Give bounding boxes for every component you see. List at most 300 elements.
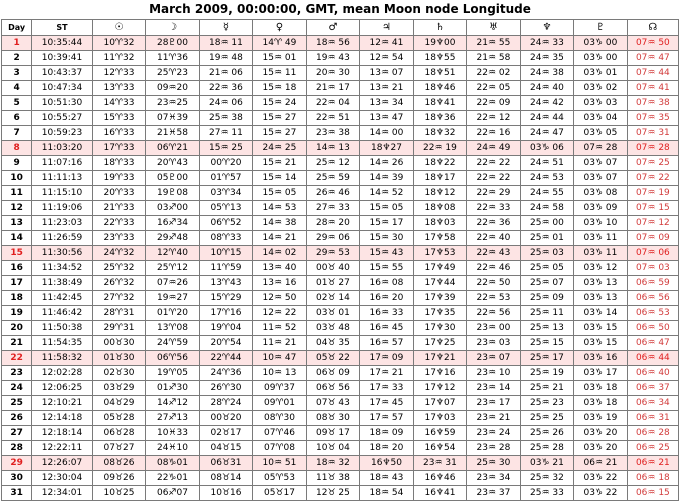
cell-pluto: 03♑ 22 [574, 471, 628, 486]
cell-day: 4 [2, 81, 32, 96]
cell-mercury: 05♈13 [199, 201, 253, 216]
cell-neptune: 24♒ 53 [520, 171, 574, 186]
cell-mars: 23♒ 38 [306, 126, 360, 141]
cell-mercury: 02♉17 [199, 426, 253, 441]
cell-mars: 12♉ 25 [306, 486, 360, 501]
table-row [2, 96, 679, 111]
cell-venus: 07♈46 [253, 426, 307, 441]
cell-neptune: 24♒ 40 [520, 81, 574, 96]
cell-jupiter: 14♒ 52 [360, 186, 414, 201]
cell-uranus: 22♒ 40 [467, 231, 521, 246]
cell-uranus: 22♒ 02 [467, 66, 521, 81]
cell-sun: 16♈33 [92, 126, 146, 141]
moon-icon: ☽ [146, 20, 200, 36]
cell-st: 11:46:42 [32, 306, 92, 321]
cell-day: 26 [2, 411, 32, 426]
cell-pluto: 03♑ 20 [574, 426, 628, 441]
cell-moon: 16♐34 [146, 216, 200, 231]
uranus-icon: ♅ [467, 20, 521, 36]
cell-moon: 27♐13 [146, 411, 200, 426]
table-row [2, 291, 679, 306]
cell-saturn: 17♆21 [413, 351, 467, 366]
cell-st: 12:14:18 [32, 411, 92, 426]
table-row [2, 456, 679, 471]
cell-neptune: 24♒ 44 [520, 111, 574, 126]
cell-mars: 27♒ 33 [306, 201, 360, 216]
cell-neptune: 03♑ 21 [520, 456, 574, 471]
cell-sun: 09♉26 [92, 471, 146, 486]
cell-jupiter: 18♒ 09 [360, 426, 414, 441]
cell-mercury: 25♒ 38 [199, 111, 253, 126]
cell-neptune: 25♒ 33 [520, 486, 574, 501]
cell-node: 06♒ 34 [627, 396, 678, 411]
node-icon: ☊ [627, 20, 678, 36]
cell-mars: 29♒ 06 [306, 231, 360, 246]
page-title: March 2009, 00:00:00, GMT, mean Moon node Longitude [149, 2, 531, 16]
cell-moon: 01♈20 [146, 306, 200, 321]
cell-sun: 25♈32 [92, 261, 146, 276]
cell-neptune: 25♒ 25 [520, 411, 574, 426]
cell-uranus: 23♒ 17 [467, 396, 521, 411]
cell-saturn: 16♆54 [413, 441, 467, 456]
cell-st: 12:30:04 [32, 471, 92, 486]
cell-mars: 06♉ 09 [306, 366, 360, 381]
cell-pluto: 03♑ 08 [574, 186, 628, 201]
saturn-icon: ♄ [413, 20, 467, 36]
cell-day: 9 [2, 156, 32, 171]
column-header-st: ST [32, 20, 92, 36]
cell-node: 07♒ 22 [627, 171, 678, 186]
cell-venus: 10♒ 47 [253, 351, 307, 366]
cell-neptune: 25♒ 21 [520, 381, 574, 396]
cell-day: 29 [2, 456, 32, 471]
cell-pluto: 03♑ 10 [574, 216, 628, 231]
cell-moon: 11♈36 [146, 51, 200, 66]
cell-moon: 13♈08 [146, 321, 200, 336]
cell-saturn: 17♆30 [413, 321, 467, 336]
cell-mars: 25♒ 12 [306, 156, 360, 171]
cell-venus: 15♒ 21 [253, 156, 307, 171]
cell-mercury: 27♒ 11 [199, 126, 253, 141]
cell-uranus: 22♒ 16 [467, 126, 521, 141]
cell-saturn: 18♆46 [413, 81, 467, 96]
cell-st: 11:03:20 [32, 141, 92, 156]
cell-mercury: 08♉14 [199, 471, 253, 486]
cell-pluto: 03♑ 05 [574, 126, 628, 141]
cell-uranus: 24♒ 49 [467, 141, 521, 156]
cell-neptune: 25♒ 19 [520, 366, 574, 381]
cell-sun: 27♈32 [92, 291, 146, 306]
cell-neptune: 25♒ 01 [520, 231, 574, 246]
cell-jupiter: 17♒ 33 [360, 381, 414, 396]
cell-pluto: 03♑ 19 [574, 411, 628, 426]
cell-pluto: 03♑ 15 [574, 321, 628, 336]
cell-day: 1 [2, 36, 32, 51]
cell-venus: 11♒ 21 [253, 336, 307, 351]
cell-uranus: 22♒ 12 [467, 111, 521, 126]
cell-node: 07♒ 09 [627, 231, 678, 246]
cell-pluto: 03♑ 07 [574, 171, 628, 186]
cell-sun: 20♈33 [92, 186, 146, 201]
cell-jupiter: 15♒ 43 [360, 246, 414, 261]
cell-neptune: 25♒ 28 [520, 441, 574, 456]
cell-saturn: 17♆58 [413, 231, 467, 246]
cell-pluto: 03♑ 18 [574, 396, 628, 411]
cell-moon: 19♒27 [146, 291, 200, 306]
cell-node: 06♒ 18 [627, 471, 678, 486]
cell-jupiter: 14♒ 39 [360, 171, 414, 186]
table-header-row [2, 20, 679, 36]
cell-venus: 09♈01 [253, 396, 307, 411]
cell-neptune: 24♒ 35 [520, 51, 574, 66]
cell-sun: 13♈33 [92, 81, 146, 96]
cell-st: 11:30:56 [32, 246, 92, 261]
cell-moon: 28♇00 [146, 36, 200, 51]
cell-pluto: 03♑ 20 [574, 441, 628, 456]
cell-jupiter: 13♒ 07 [360, 66, 414, 81]
cell-venus: 09♈37 [253, 381, 307, 396]
cell-node: 07♒ 35 [627, 111, 678, 126]
cell-node: 06♒ 15 [627, 486, 678, 501]
cell-mars: 20♒ 30 [306, 66, 360, 81]
cell-st: 10:47:34 [32, 81, 92, 96]
cell-mercury: 19♈04 [199, 321, 253, 336]
cell-saturn: 18♆32 [413, 126, 467, 141]
cell-jupiter: 17♒ 09 [360, 351, 414, 366]
cell-mars: 18♒ 32 [306, 456, 360, 471]
cell-pluto: 03♑ 09 [574, 201, 628, 216]
cell-mercury: 00♈20 [199, 156, 253, 171]
cell-venus: 13♒ 40 [253, 261, 307, 276]
cell-sun: 14♈33 [92, 96, 146, 111]
cell-st: 11:34:52 [32, 261, 92, 276]
cell-jupiter: 18♒ 20 [360, 441, 414, 456]
cell-saturn: 17♆25 [413, 336, 467, 351]
cell-neptune: 25♒ 15 [520, 336, 574, 351]
cell-day: 19 [2, 306, 32, 321]
cell-uranus: 22♒ 05 [467, 81, 521, 96]
cell-node: 06♒ 21 [627, 456, 678, 471]
cell-mercury: 21♒ 06 [199, 66, 253, 81]
cell-node: 07♒ 28 [627, 141, 678, 156]
cell-moon: 08♑01 [146, 456, 200, 471]
cell-node: 07♒ 19 [627, 186, 678, 201]
cell-node: 07♒ 31 [627, 126, 678, 141]
table-row [2, 216, 679, 231]
cell-saturn: 19♆00 [413, 36, 467, 51]
cell-pluto: 07♒ 28 [574, 141, 628, 156]
cell-saturn: 17♆44 [413, 276, 467, 291]
cell-sun: 17♈33 [92, 141, 146, 156]
cell-pluto: 03♑ 11 [574, 246, 628, 261]
cell-day: 17 [2, 276, 32, 291]
table-row [2, 321, 679, 336]
cell-day: 13 [2, 216, 32, 231]
cell-neptune: 03♑ 06 [520, 141, 574, 156]
cell-sun: 06♉28 [92, 426, 146, 441]
cell-mercury: 22♈44 [199, 351, 253, 366]
cell-sun: 08♉26 [92, 456, 146, 471]
cell-mars: 28♒ 20 [306, 216, 360, 231]
cell-uranus: 22♒ 56 [467, 306, 521, 321]
table-row [2, 396, 679, 411]
cell-pluto: 03♑ 13 [574, 291, 628, 306]
cell-jupiter: 16♒ 57 [360, 336, 414, 351]
cell-uranus: 23♒ 00 [467, 321, 521, 336]
table-row [2, 141, 679, 156]
cell-venus: 14♒ 02 [253, 246, 307, 261]
mercury-icon: ☿ [199, 20, 253, 36]
cell-pluto: 03♑ 02 [574, 81, 628, 96]
cell-moon: 07♓39 [146, 111, 200, 126]
cell-uranus: 23♒ 10 [467, 366, 521, 381]
cell-st: 11:07:16 [32, 156, 92, 171]
cell-pluto: 03♑ 00 [574, 51, 628, 66]
cell-saturn: 23♒ 31 [413, 456, 467, 471]
cell-venus: 15♒ 27 [253, 126, 307, 141]
cell-sun: 21♈33 [92, 201, 146, 216]
cell-moon: 25♈12 [146, 261, 200, 276]
cell-node: 07♒ 44 [627, 66, 678, 81]
cell-uranus: 22♒ 33 [467, 201, 521, 216]
cell-sun: 15♈33 [92, 111, 146, 126]
cell-sun: 18♈33 [92, 156, 146, 171]
cell-pluto: 03♑ 13 [574, 276, 628, 291]
table-row [2, 411, 679, 426]
cell-neptune: 24♒ 51 [520, 156, 574, 171]
table-row [2, 81, 679, 96]
cell-st: 11:15:10 [32, 186, 92, 201]
cell-saturn: 17♆35 [413, 306, 467, 321]
cell-venus: 10♒ 13 [253, 366, 307, 381]
cell-jupiter: 13♒ 34 [360, 96, 414, 111]
cell-uranus: 22♒ 50 [467, 276, 521, 291]
cell-moon: 14♐12 [146, 396, 200, 411]
cell-neptune: 25♒ 05 [520, 261, 574, 276]
ephemeris-table [1, 19, 679, 501]
cell-jupiter: 14♒ 26 [360, 156, 414, 171]
cell-neptune: 24♒ 33 [520, 36, 574, 51]
cell-venus: 15♒ 14 [253, 171, 307, 186]
cell-neptune: 24♒ 42 [520, 96, 574, 111]
cell-mercury: 11♈59 [199, 261, 253, 276]
cell-moon: 19♇08 [146, 186, 200, 201]
cell-uranus: 23♒ 24 [467, 426, 521, 441]
table-row [2, 306, 679, 321]
cell-day: 24 [2, 381, 32, 396]
table-row [2, 36, 679, 51]
cell-jupiter: 14♒ 00 [360, 126, 414, 141]
table-row [2, 336, 679, 351]
cell-mars: 05♉ 22 [306, 351, 360, 366]
cell-uranus: 22♒ 29 [467, 186, 521, 201]
cell-mercury: 22♒ 36 [199, 81, 253, 96]
cell-venus: 08♈30 [253, 411, 307, 426]
cell-st: 12:10:21 [32, 396, 92, 411]
cell-st: 12:22:11 [32, 441, 92, 456]
table-row [2, 381, 679, 396]
cell-st: 11:11:13 [32, 171, 92, 186]
cell-mercury: 26♈30 [199, 381, 253, 396]
cell-st: 12:06:25 [32, 381, 92, 396]
cell-moon: 24♈59 [146, 336, 200, 351]
cell-venus: 15♒ 11 [253, 66, 307, 81]
cell-node: 06♒ 59 [627, 276, 678, 291]
cell-sun: 26♈32 [92, 276, 146, 291]
table-row [2, 261, 679, 276]
cell-moon: 07♒26 [146, 276, 200, 291]
cell-jupiter: 16♒ 20 [360, 291, 414, 306]
cell-mercury: 19♒ 48 [199, 51, 253, 66]
cell-uranus: 23♒ 03 [467, 336, 521, 351]
cell-day: 15 [2, 246, 32, 261]
cell-sun: 19♈33 [92, 171, 146, 186]
cell-venus: 14♈ 49 [253, 36, 307, 51]
cell-venus: 11♒ 52 [253, 321, 307, 336]
cell-neptune: 25♒ 32 [520, 471, 574, 486]
cell-st: 10:55:27 [32, 111, 92, 126]
cell-node: 07♒ 50 [627, 36, 678, 51]
cell-saturn: 18♆03 [413, 216, 467, 231]
cell-uranus: 22♒ 22 [467, 156, 521, 171]
cell-mars: 02♉ 14 [306, 291, 360, 306]
cell-day: 11 [2, 186, 32, 201]
cell-st: 11:26:59 [32, 231, 92, 246]
pluto-icon: ♇ [574, 20, 628, 36]
cell-moon: 06♈56 [146, 351, 200, 366]
cell-node: 06♒ 31 [627, 411, 678, 426]
cell-day: 8 [2, 141, 32, 156]
cell-moon: 25♈23 [146, 66, 200, 81]
cell-st: 10:39:41 [32, 51, 92, 66]
cell-uranus: 21♒ 58 [467, 51, 521, 66]
cell-saturn: 16♆41 [413, 486, 467, 501]
cell-moon: 20♈43 [146, 156, 200, 171]
table-row [2, 66, 679, 81]
cell-st: 10:43:37 [32, 66, 92, 81]
cell-moon: 03♐00 [146, 201, 200, 216]
cell-node: 07♒ 12 [627, 216, 678, 231]
cell-mars: 07♉ 43 [306, 396, 360, 411]
cell-mars: 21♒ 17 [306, 81, 360, 96]
cell-mars: 19♒ 43 [306, 51, 360, 66]
cell-pluto: 03♑ 00 [574, 36, 628, 51]
cell-sun: 01♉30 [92, 351, 146, 366]
cell-mars: 08♉ 30 [306, 411, 360, 426]
cell-venus: 15♒ 01 [253, 51, 307, 66]
cell-mars: 14♒ 13 [306, 141, 360, 156]
cell-saturn: 17♆12 [413, 381, 467, 396]
cell-venus: 12♒ 50 [253, 291, 307, 306]
cell-sun: 23♈33 [92, 231, 146, 246]
table-row [2, 201, 679, 216]
cell-uranus: 22♒ 36 [467, 216, 521, 231]
cell-jupiter: 17♒ 57 [360, 411, 414, 426]
cell-st: 11:58:32 [32, 351, 92, 366]
cell-st: 10:51:30 [32, 96, 92, 111]
table-row [2, 171, 679, 186]
cell-neptune: 25♒ 23 [520, 396, 574, 411]
table-row [2, 441, 679, 456]
cell-mercury: 10♈15 [199, 246, 253, 261]
cell-jupiter: 16♒ 33 [360, 306, 414, 321]
cell-moon: 06♈21 [146, 141, 200, 156]
cell-pluto: 06♒ 21 [574, 456, 628, 471]
cell-mercury: 03♈34 [199, 186, 253, 201]
cell-mercury: 15♒ 25 [199, 141, 253, 156]
cell-neptune: 24♒ 58 [520, 201, 574, 216]
cell-sun: 10♈32 [92, 36, 146, 51]
cell-sun: 24♈32 [92, 246, 146, 261]
cell-mars: 04♉ 35 [306, 336, 360, 351]
cell-sun: 29♈31 [92, 321, 146, 336]
cell-day: 3 [2, 66, 32, 81]
cell-saturn: 17♆39 [413, 291, 467, 306]
cell-day: 7 [2, 126, 32, 141]
cell-pluto: 03♑ 11 [574, 231, 628, 246]
cell-day: 10 [2, 171, 32, 186]
cell-saturn: 17♆07 [413, 396, 467, 411]
cell-node: 06♒ 56 [627, 291, 678, 306]
cell-venus: 10♒ 51 [253, 456, 307, 471]
cell-st: 11:23:03 [32, 216, 92, 231]
cell-mars: 06♉ 56 [306, 381, 360, 396]
cell-day: 16 [2, 261, 32, 276]
cell-day: 25 [2, 396, 32, 411]
cell-neptune: 25♒ 03 [520, 246, 574, 261]
cell-venus: 12♒ 22 [253, 306, 307, 321]
cell-jupiter: 16♆50 [360, 456, 414, 471]
cell-uranus: 22♒ 43 [467, 246, 521, 261]
cell-mars: 03♉ 01 [306, 306, 360, 321]
cell-moon: 12♈40 [146, 246, 200, 261]
cell-jupiter: 16♒ 45 [360, 321, 414, 336]
cell-st: 11:54:35 [32, 336, 92, 351]
cell-mercury: 13♈43 [199, 276, 253, 291]
cell-node: 06♒ 44 [627, 351, 678, 366]
cell-mars: 03♉ 48 [306, 321, 360, 336]
cell-st: 12:02:28 [32, 366, 92, 381]
cell-sun: 04♉29 [92, 396, 146, 411]
cell-moon: 24♓10 [146, 441, 200, 456]
cell-mercury: 18♒ 11 [199, 36, 253, 51]
cell-jupiter: 15♒ 05 [360, 201, 414, 216]
cell-saturn: 18♆41 [413, 96, 467, 111]
cell-mercury: 20♈54 [199, 336, 253, 351]
cell-mercury: 00♉20 [199, 411, 253, 426]
cell-node: 06♒ 25 [627, 441, 678, 456]
column-header-day: Day [2, 20, 32, 36]
cell-uranus: 25♒ 30 [467, 456, 521, 471]
cell-uranus: 22♒ 46 [467, 261, 521, 276]
table-row [2, 426, 679, 441]
cell-neptune: 25♒ 11 [520, 306, 574, 321]
cell-venus: 14♒ 21 [253, 231, 307, 246]
cell-saturn: 16♆46 [413, 471, 467, 486]
cell-node: 07♒ 15 [627, 201, 678, 216]
table-row [2, 111, 679, 126]
cell-day: 2 [2, 51, 32, 66]
cell-node: 06♒ 50 [627, 321, 678, 336]
cell-sun: 02♉30 [92, 366, 146, 381]
table-row [2, 156, 679, 171]
table-row [2, 366, 679, 381]
cell-pluto: 03♑ 22 [574, 486, 628, 501]
cell-st: 10:35:44 [32, 36, 92, 51]
cell-saturn: 18♆08 [413, 201, 467, 216]
cell-sun: 28♈31 [92, 306, 146, 321]
cell-venus: 05♈53 [253, 471, 307, 486]
